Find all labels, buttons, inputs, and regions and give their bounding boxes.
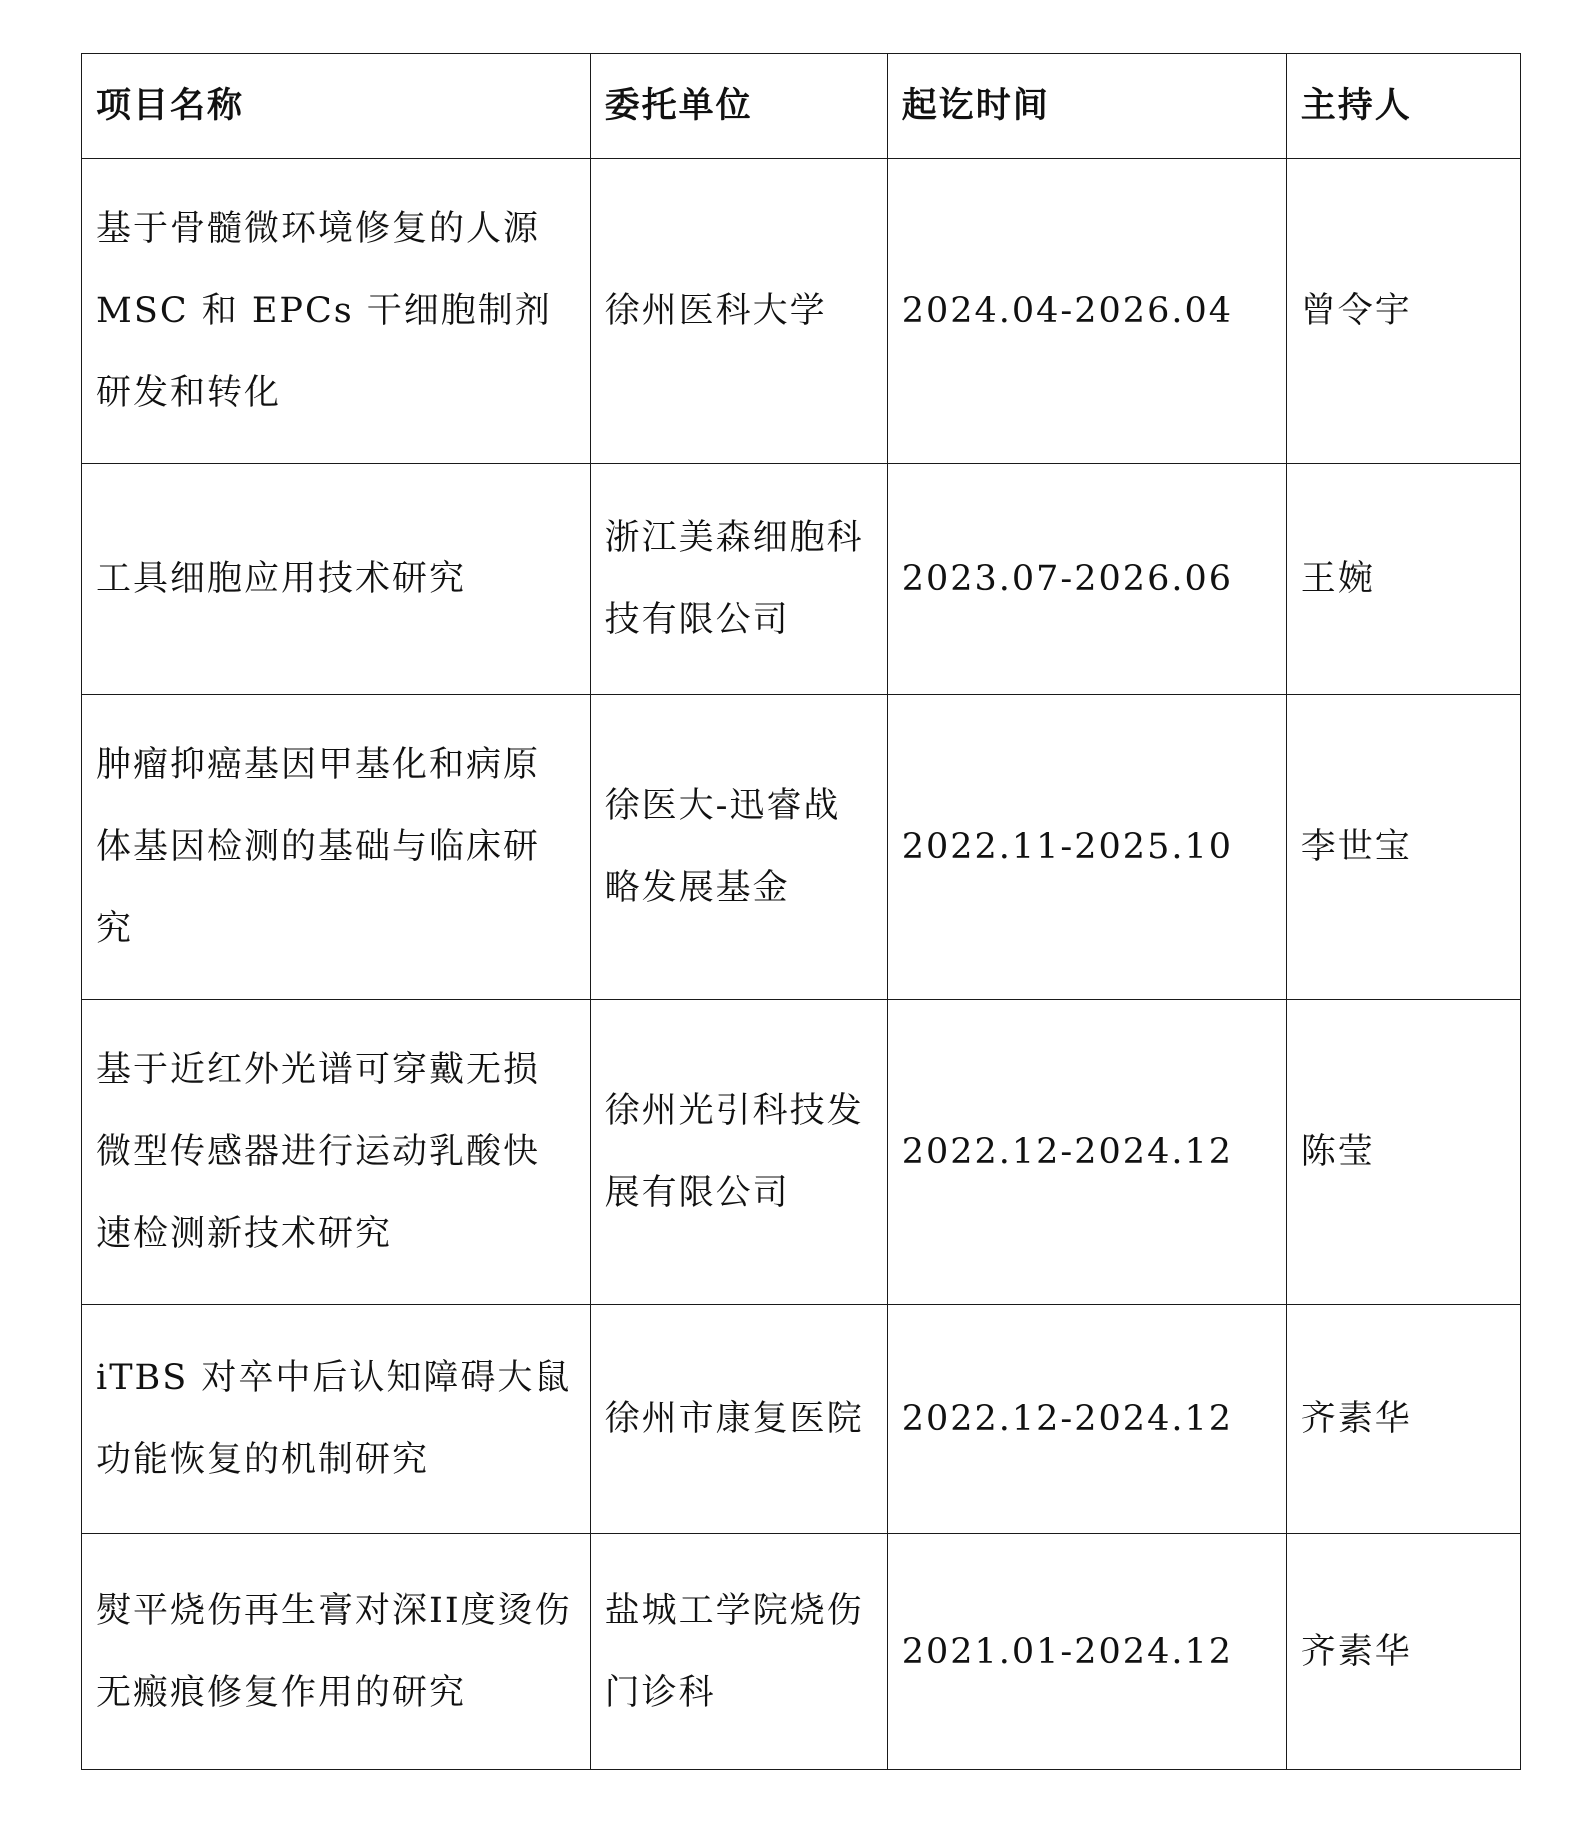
table-row [82,1000,1521,1305]
commissioning-unit-cell: 徐州市康复医院 [590,1305,887,1534]
table-row [82,695,1521,1000]
project-table [81,53,1521,1770]
principal-investigator-cell: 陈莹 [1286,1000,1520,1305]
commissioning-unit-cell: 徐州医科大学 [590,159,887,464]
period-cell: 2022.12-2024.12 [887,1305,1286,1534]
project-name-cell: iTBS 对卒中后认知障碍大鼠功能恢复的机制研究 [82,1305,591,1534]
table-row [82,464,1521,695]
commissioning-unit-cell: 徐医大-迅睿战略发展基金 [590,695,887,1000]
project-name-cell: 熨平烧伤再生膏对深II度烫伤无瘢痕修复作用的研究 [82,1534,591,1770]
commissioning-unit-cell: 徐州光引科技发展有限公司 [590,1000,887,1305]
principal-investigator-cell: 曾令宇 [1286,159,1520,464]
table-row [82,1534,1521,1770]
header-commissioning-unit: 委托单位 [590,54,887,159]
table-row [82,159,1521,464]
header-principal-investigator: 主持人 [1286,54,1520,159]
period-cell: 2021.01-2024.12 [887,1534,1286,1770]
period-cell: 2022.12-2024.12 [887,1000,1286,1305]
period-cell: 2022.11-2025.10 [887,695,1286,1000]
header-period: 起讫时间 [887,54,1286,159]
commissioning-unit-cell: 盐城工学院烧伤门诊科 [590,1534,887,1770]
table-row [82,1305,1521,1534]
commissioning-unit-cell: 浙江美森细胞科技有限公司 [590,464,887,695]
header-project-name: 项目名称 [82,54,591,159]
period-cell: 2024.04-2026.04 [887,159,1286,464]
project-name-cell: 工具细胞应用技术研究 [82,464,591,695]
table-header-row [82,54,1521,159]
principal-investigator-cell: 王婉 [1286,464,1520,695]
project-name-cell: 基于骨髓微环境修复的人源MSC 和 EPCs 干细胞制剂研发和转化 [82,159,591,464]
principal-investigator-cell: 齐素华 [1286,1534,1520,1770]
project-name-cell: 基于近红外光谱可穿戴无损微型传感器进行运动乳酸快速检测新技术研究 [82,1000,591,1305]
principal-investigator-cell: 李世宝 [1286,695,1520,1000]
project-name-cell: 肿瘤抑癌基因甲基化和病原体基因检测的基础与临床研究 [82,695,591,1000]
period-cell: 2023.07-2026.06 [887,464,1286,695]
principal-investigator-cell: 齐素华 [1286,1305,1520,1534]
